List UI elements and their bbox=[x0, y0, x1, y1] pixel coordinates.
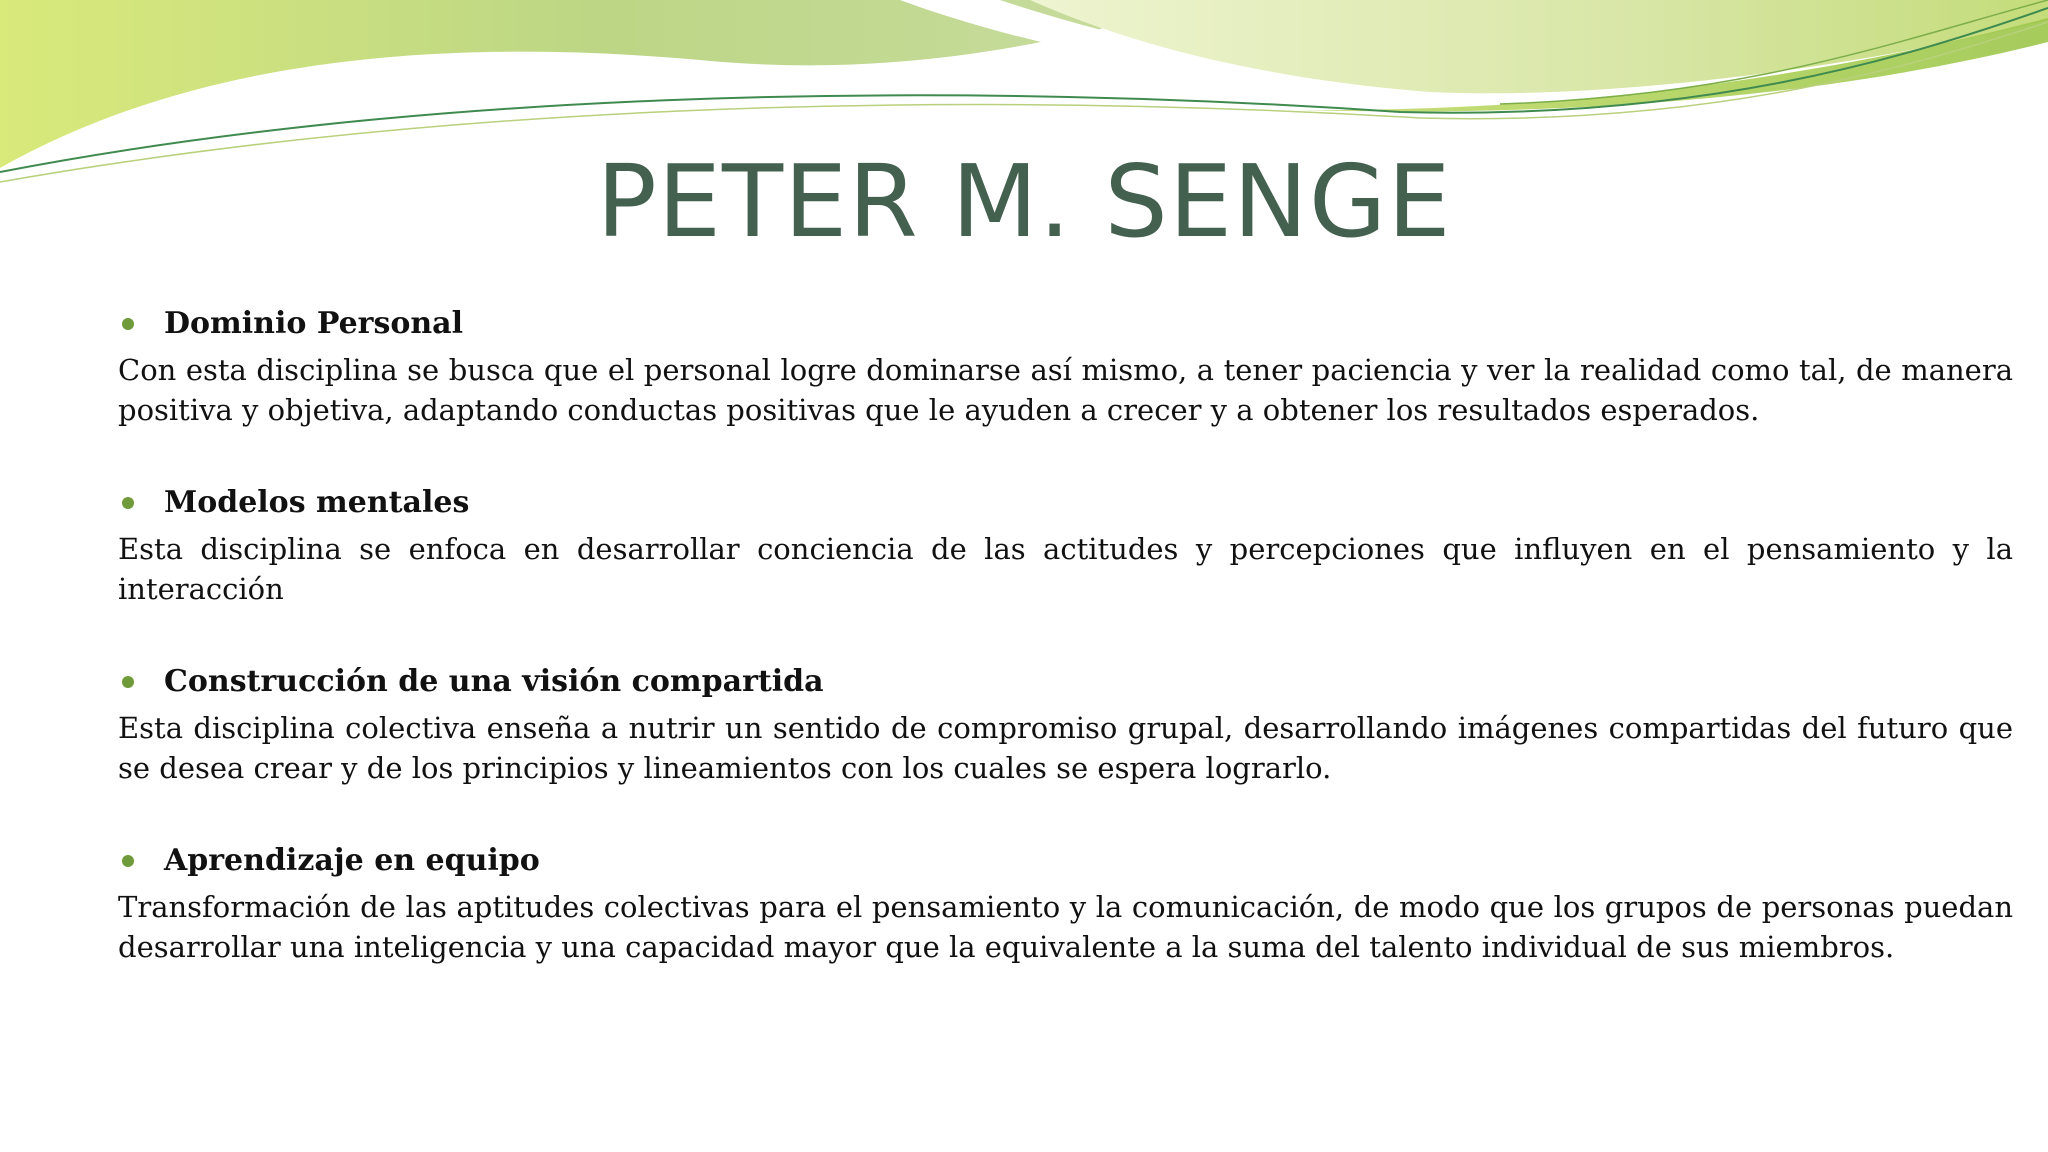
list-item-vision-compartida bbox=[118, 656, 2013, 788]
bullet-icon bbox=[122, 676, 134, 688]
bullet-icon bbox=[122, 318, 134, 330]
list-item-body: Esta disciplina se enfoca en desarrollar conciencia de las actitudes y percepciones que influyen en el pensamiento y la interacción bbox=[118, 532, 2013, 606]
list-item-title: Aprendizaje en equipo bbox=[164, 843, 540, 878]
list-item-title: Construcción de una visión compartida bbox=[164, 664, 824, 699]
bullet-icon bbox=[122, 855, 134, 867]
list-item-body: Esta disciplina colectiva enseña a nutrir un sentido de compromiso grupal, desarrollando imágenes compartidas del futuro que se desea crear y de los principios y lineamientos con los cuales se espera lograrlo. bbox=[118, 711, 2013, 785]
list-item-title: Dominio Personal bbox=[164, 306, 464, 341]
list-item-dominio-personal bbox=[118, 298, 2013, 430]
list-item-title: Modelos mentales bbox=[164, 485, 470, 520]
list-item-body: Transformación de las aptitudes colectivas para el pensamiento y la comunicación, de modo que los grupos de personas puedan desarrollar una inteligencia y una capacidad mayor que la equivalente a la suma del talento individual de sus miembros. bbox=[118, 890, 2013, 964]
slide-title: PETER M. SENGE bbox=[596, 143, 1452, 260]
content-list bbox=[118, 298, 2013, 1014]
list-item-body: Con esta disciplina se busca que el personal logre dominarse así mismo, a tener paciencia y ver la realidad como tal, de manera positiva y objetiva, adaptando conductas positivas que le ayuden a crecer y a obtener los resultados esperados. bbox=[118, 353, 2013, 427]
list-item-aprendizaje-en-equipo bbox=[118, 835, 2013, 967]
swoosh-right-wave bbox=[1030, 0, 2048, 93]
list-item-header bbox=[118, 477, 2013, 529]
list-item-header bbox=[118, 656, 2013, 708]
bullet-icon bbox=[122, 497, 134, 509]
list-item-header bbox=[118, 835, 2013, 887]
list-item-header bbox=[118, 298, 2013, 350]
list-item-modelos-mentales bbox=[118, 477, 2013, 609]
